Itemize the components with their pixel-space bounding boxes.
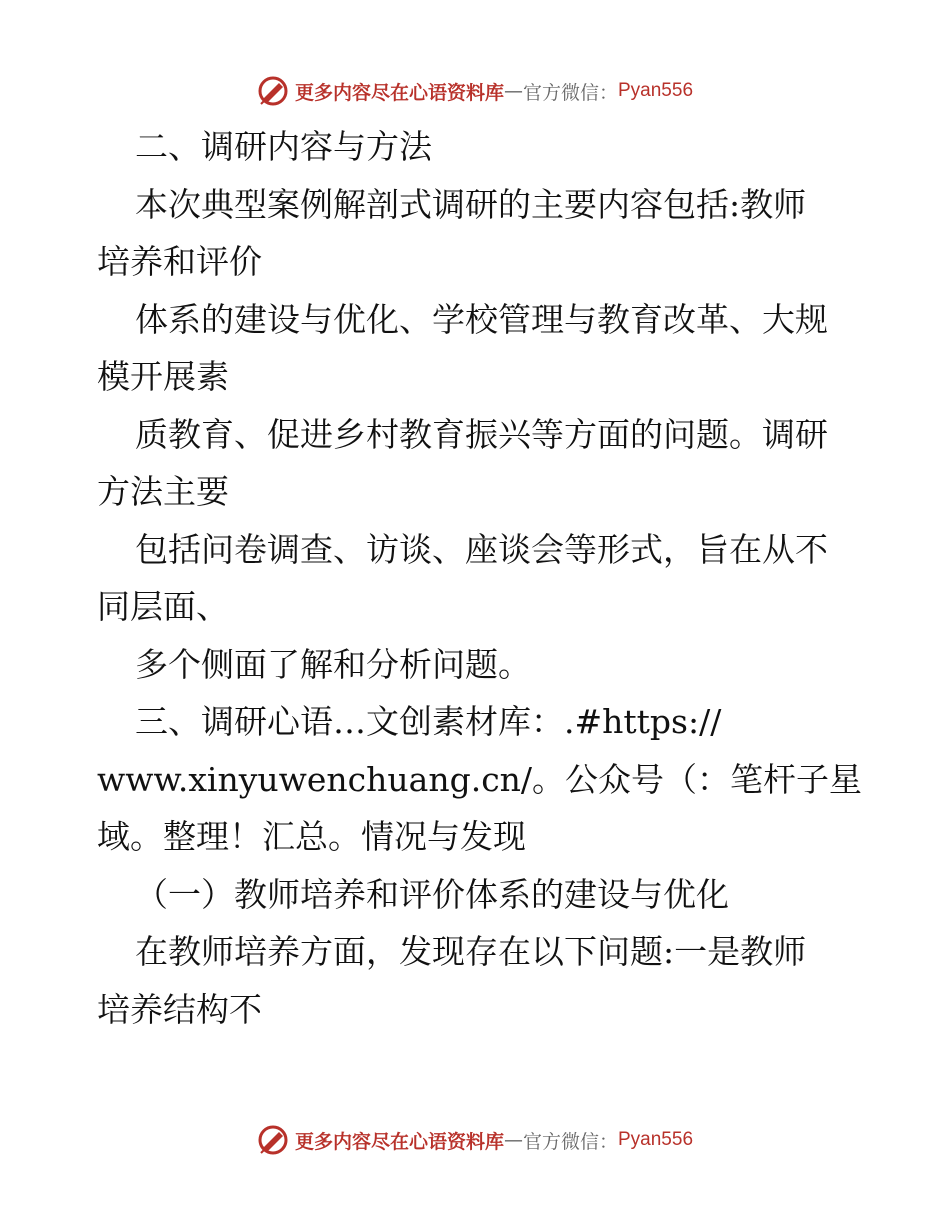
paragraph-line: www.xinyuwenchuang.cn/。公众号（：笔杆子星 [97, 759, 863, 799]
document-body [97, 118, 863, 1038]
header-banner [0, 71, 950, 111]
paragraph-line: 培养和评价 [97, 242, 262, 281]
footer-separator: — [503, 1129, 523, 1151]
footer-wechat-label: 官方微信： [522, 1130, 618, 1153]
footer-brand-text: 更多内容尽在心语资料库 [294, 1130, 504, 1153]
pen-logo-icon [257, 75, 289, 107]
pen-logo-icon [257, 1124, 289, 1156]
paragraph-line: 在教师培养方面，发现存在以下问题:一是教师 [135, 932, 807, 971]
header-wechat-label: 官方微信： [522, 81, 618, 104]
paragraph-line: 质教育、促进乡村教育振兴等方面的问题。调研 [135, 414, 828, 454]
header-wechat-id: Pyan556 [618, 80, 694, 101]
paragraph-line: 同层面、 [97, 587, 229, 626]
header-brand-text: 更多内容尽在心语资料库 [294, 81, 504, 104]
paragraph-line: 多个侧面了解和分析问题。 [135, 644, 531, 684]
footer-banner [0, 1120, 950, 1160]
paragraph-line: 体系的建设与优化、学校管理与教育改革、大规 [135, 299, 828, 339]
paragraph-line: 本次典型案例解剖式调研的主要内容包括:教师 [135, 184, 807, 224]
paragraph-line: 包括问卷调查、访谈、座谈会等形式，旨在从不 [135, 529, 828, 569]
paragraph-line: 培养结构不 [97, 989, 262, 1029]
subsection-heading: （一）教师培养和评价体系的建设与优化 [135, 874, 729, 914]
section-heading: 三、调研心语…文创素材库：.#https:// [135, 702, 722, 741]
section-heading: 二、调研内容与方法 [135, 127, 432, 166]
footer-wechat-id: Pyan556 [618, 1129, 694, 1150]
header-separator: — [503, 80, 523, 102]
paragraph-line: 方法主要 [97, 472, 229, 511]
paragraph-line: 域。整理！汇总。情况与发现 [97, 817, 526, 856]
paragraph-line: 模开展素 [97, 357, 229, 396]
